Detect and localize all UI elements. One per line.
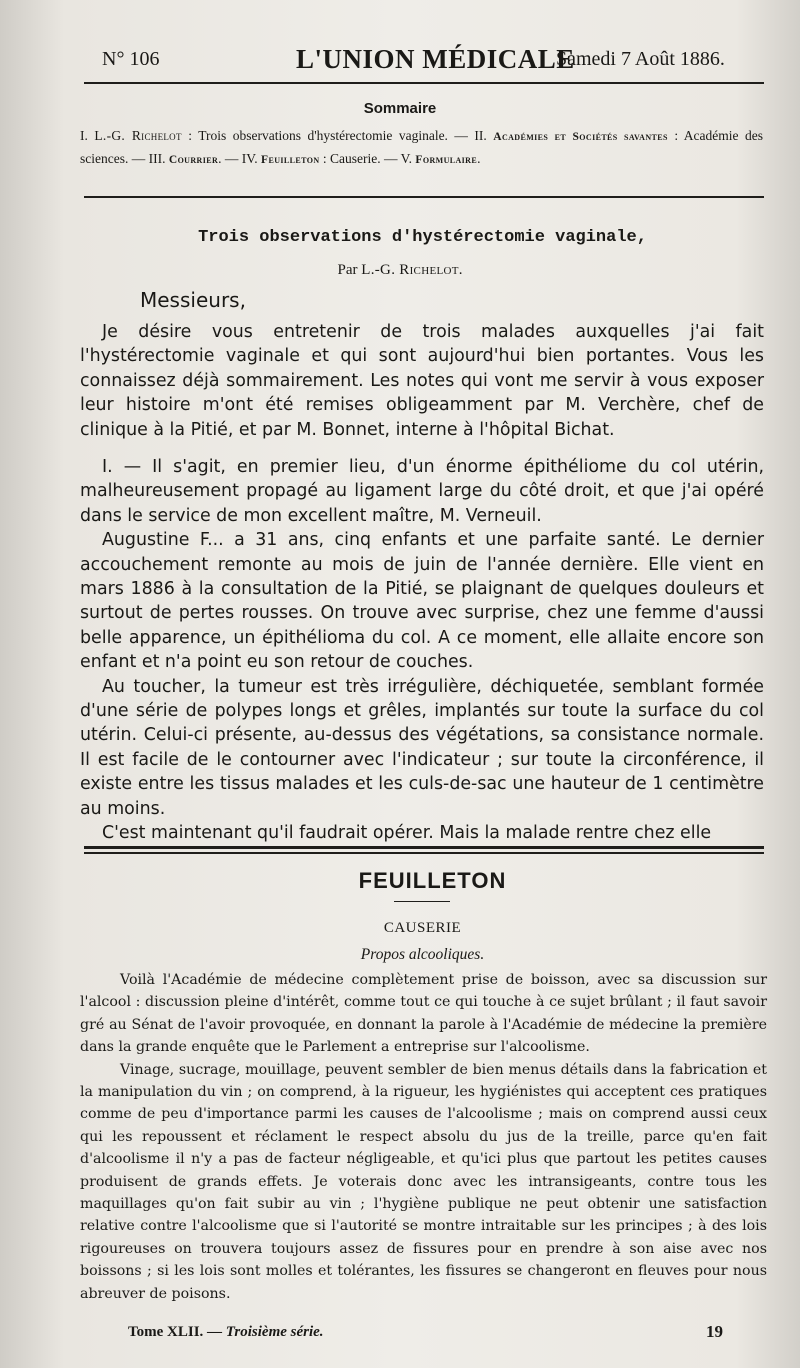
sommaire-item-3-text: . —: [218, 151, 242, 166]
feuilleton-subtitle: Propos alcooliques.: [360, 946, 485, 963]
article-paragraph: I. — Il s'agit, en premier lieu, d'un énorme épithéliome du col utérin, malheureusement propagé au ligament large du côté droit, et que j'ai opéré dans le service de mon excellent maître, M. Verneuil.: [80, 457, 764, 526]
footer-volume: [128, 1324, 324, 1341]
article-paragraph: Augustine F... a 31 ans, cinq enfants et une parfaite santé. Le dernier accouchement remonte au mois de juin de l'année dernière. Elle vient en mars 1886 à la consultation de la Pitié, se plaignant de quelques douleurs et surtout de pertes rousses. On trouve avec surprise, chez une femme d'aussi belle apparence, un épithélioma du col. A ce moment, elle allaite encore son enfant et n'a point eu son retour de couches.: [80, 530, 764, 673]
article-title: Trois observations d'hystérectomie vaginale,: [198, 228, 647, 247]
sommaire-contents: [80, 125, 763, 171]
sommaire-item-3-label: Courrier: [168, 154, 219, 166]
article-paragraph: Je désire vous entretenir de trois malades auxquelles j'ai fait l'hystérectomie vaginale et qui sont aujourd'hui bien portantes. Vous les connaissez déjà sommairement. Les notes qui vont me servir à vous exposer leur histoire m'ont été remises obligeamment par M. Verchère, chef de clinique à la Pitié, et par M. Bonnet, interne à l'hôpital Bichat.: [80, 322, 764, 440]
feuilleton-body: [80, 969, 767, 1305]
sommaire-item-4-text: : Causerie. —: [319, 151, 401, 166]
feuilleton-title-underline: [394, 901, 450, 902]
article-body: [80, 320, 764, 442]
sommaire-title: Sommaire: [363, 100, 437, 117]
page-number: 19: [706, 1322, 723, 1341]
sommaire-item-1-author: L.-G. Richelot: [94, 128, 182, 143]
issue-number: N° 106: [102, 48, 160, 70]
feuilleton-double-rule-top: [84, 846, 764, 849]
feuilleton-double-rule-bottom: [84, 852, 764, 854]
feuilleton-paragraph: Vinage, sucrage, mouillage, peuvent sembler de bien menus détails dans la fabrication et la manipulation du vin ; on comprend, à la rigueur, les hygiénistes qui acceptent ces pratiques comme de peu d'importance parmi les causes de l'alcoolisme ; mais on comprend aussi ceux qui les repoussent et réclament le respect absolu du jus de la treille, parce qu'en fait d'alcoolisme il n'y a pas de facteur négligeable, et qu'ici plus que partout les petites causes produisent de grands effets. Je voterais donc avec les intransigeants, contre tous les maquillages qu'on fait subir au vin ; l'hygiène publique ne peut obtenir une satisfaction relative contre l'alcoolisme que si l'autorité se montre intraitable sur les principes ; à des lois rigoureuses on trouvera toujours assez de fissures pour en prendre à son aise avec nos boissons ; si les lois sont molles et tolérantes, les fissures se changeront en fleuves pour nous abreuver de poisons.: [80, 1061, 767, 1302]
byline-prefix: Par: [337, 262, 362, 278]
byline-author: L.-G. Richelot: [361, 262, 459, 278]
header-rule: [84, 82, 764, 84]
sommaire-item-2-num: II.: [474, 128, 494, 143]
feuilleton-section: CAUSERIE: [383, 920, 462, 936]
feuilleton-paragraph: Voilà l'Académie de médecine complètement prise de boisson, avec sa discussion sur l'alcool : discussion pleine d'intérêt, comme tout ce qui touche à ce sujet brûlant ; il faut savoir gré au Sénat de l'avoir provoquée, en donnant la parole à l'Académie de médecine la première dans la grande enquête que le Parlement a entreprise sur l'alcoolisme.: [80, 972, 767, 1056]
series-label: Troisième série.: [225, 1324, 324, 1340]
sommaire-item-1-num: I.: [80, 128, 95, 143]
issue-date: Samedi 7 Août 1886.: [556, 48, 725, 70]
sommaire-item-2-text: : Académie des sciences. —: [80, 128, 763, 166]
sommaire-item-4-num: IV.: [241, 151, 262, 166]
salutation: Messieurs,: [140, 288, 246, 312]
feuilleton-title: FEUILLETON: [358, 868, 507, 893]
journal-title: L'UNION MÉDICALE: [296, 44, 575, 74]
article-paragraph: Au toucher, la tumeur est très irrégulière, déchiquetée, semblant formée d'une série de polypes longs et grêles, implantés sur toute la surface du col utérin. Celui-ci présente, au-dessus des végétations, sa consistance normale. Il est facile de le contourner avec l'indicateur ; sur toute la circonférence, il existe entre les tissus malades et les culs-de-sac une hauteur de 1 centimètre au moins.: [80, 676, 764, 819]
sommaire-rule: [84, 196, 764, 198]
sommaire-item-2-label: Académies et Sociétés savantes: [493, 131, 668, 143]
article-byline: [0, 262, 800, 279]
volume-label: Tome XLII. —: [128, 1324, 226, 1340]
sommaire-item-5-text: .: [477, 151, 481, 166]
sommaire-item-3-num: III.: [148, 151, 169, 166]
sommaire-item-1-text: : Trois observations d'hystérectomie vaginale. —: [181, 128, 475, 143]
article-paragraph: C'est maintenant qu'il faudrait opérer. Mais la malade rentre chez elle: [102, 823, 712, 844]
byline-suffix: .: [458, 262, 463, 278]
sommaire-item-5-num: V.: [400, 151, 416, 166]
article-body-case: [80, 455, 764, 846]
sommaire-item-4-label: Feuilleton: [261, 154, 320, 166]
sommaire-item-5-label: Formulaire: [415, 154, 478, 166]
